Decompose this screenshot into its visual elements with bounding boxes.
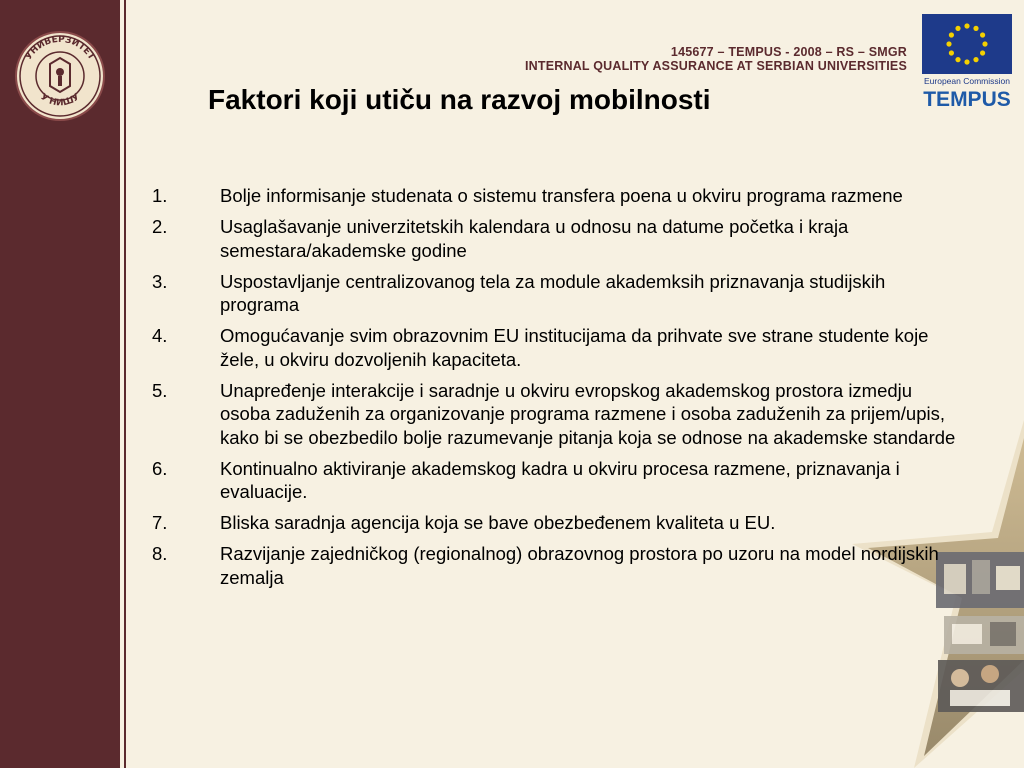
slide-title: Faktori koji utiču na razvoj mobilnosti [208,84,711,115]
list-item-text: Razvijanje zajedničkog (regionalnog) obrazovnog prostora po uzoru na model nordijskih zemalja [220,543,939,588]
project-name: INTERNAL QUALITY ASSURANCE AT SERBIAN UNIVERSITIES [524,59,907,73]
list-item-text: Unapređenje interakcije i saradnje u okviru evropskog akademskog prostora izmedju osoba zaduženih za organizovanje programa razmene i osoba zaduženih za prijem/upis, kako bi se obezbedilo bolje razumevanje pitanja koja se odnose na akademske standarde [220,379,956,448]
list-item-number: 1. [152,185,168,206]
list-item [152,542,967,589]
list-item-text: Bolje informisanje studenata o sistemu transfera poena u okviru programa razmene [220,185,903,206]
list-item-text: Uspostavljanje centralizovanog tela za module akademksih priznavanja studijskih programa [220,270,886,315]
list-item-number: 5. [152,379,168,401]
list-item-number: 4. [152,325,168,346]
university-seal-icon [14,30,106,122]
list-item [152,511,967,535]
list-item-number: 3. [152,270,168,292]
list-item [152,457,967,504]
list-item-number: 6. [152,457,168,479]
seal-bottom-text: У НИШУ [38,92,82,109]
eu-tempus-logo [922,14,1012,110]
seal-top-text: УНИВЕРЗИТЕТ [23,34,97,62]
list-item-text: Kontinualno aktiviranje akademskog kadra u okviru procesa razmene, priznavanja i evaluacije. [220,457,900,502]
list-item-text: Bliska saradnja agencija koja se bave obezbeđenem kvaliteta u EU. [220,512,776,533]
mobility-factors-list [152,184,967,597]
list-item [152,379,967,450]
list-item-text: Omogućavanje svim obrazovnim EU institucijama da prihvate sve strane studente koje žele, u okviru dozvoljenih kapaciteta. [220,325,929,370]
list-item [152,324,967,371]
list-item [152,270,967,317]
project-code: 145677 – TEMPUS - 2008 – RS – SMGR [670,45,907,59]
list-item-number: 2. [152,216,168,237]
sidebar-divider [124,0,126,768]
list-item-text: Usaglašavanje univerzitetskih kalendara u odnosu na datume početka i kraja semestara/akademske godine [220,216,849,261]
eu-flag [922,14,1012,74]
tempus-wordmark: TEMPUS [923,88,1011,110]
list-item [152,184,967,208]
list-item-number: 7. [152,512,168,533]
eu-caption: European Commission [924,76,1010,86]
list-item-number: 8. [152,543,168,564]
list-item [152,215,967,262]
left-sidebar-band [0,0,120,768]
